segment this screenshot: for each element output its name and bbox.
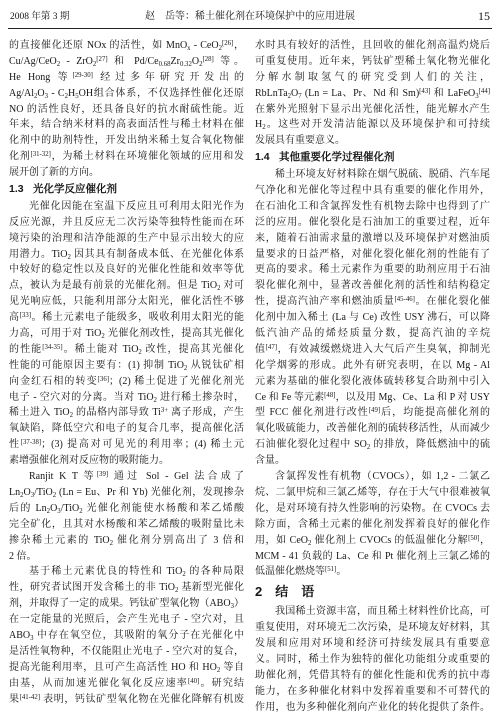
text-run: ，以及用 Mg、Ce、La 和 P 对 USY [335,391,490,403]
citation-marker: [39] [96,470,109,478]
subscript: 7 [298,92,302,100]
text-line [9,405,244,421]
citation-marker: [28] [202,55,214,63]
text-line [255,652,490,668]
subscript: 3 [30,491,35,499]
text-line [9,628,244,644]
text-run: 光催化因能在室温下反应且可利用太阳光作为 [29,200,244,212]
running-header [10,9,490,25]
text-run: - C [48,87,65,99]
paragraph [9,38,244,181]
text-run: 和 Pd/Ce [107,55,159,67]
text-run: 性能的可能原因主要有：(1) 抑制 TiO [9,359,184,371]
journal-issue: 2008 年第 3 期 [10,12,70,22]
text-run: O [191,55,200,67]
subscript: 2 [79,507,83,515]
subscript: 2 [199,60,203,68]
text-line [9,612,244,628]
subscript: 2 [109,539,113,547]
text-run: - ZrO [60,55,93,67]
text-line [255,501,490,517]
text-line [9,469,244,485]
text-run: 见光响应低，只能利用部分太阳光，催化活性不够 [9,296,244,308]
text-run: 低温催化燃烧等 [255,566,325,578]
text-line [255,390,490,406]
subscript: 3 [44,92,49,100]
text-line [255,278,490,294]
section-number: 1.4 [255,151,270,164]
subscript: 2 [366,444,371,452]
text-run: 催化剂分别高出了 3 倍和 [113,534,244,546]
text-run: Ce 和 Fe 等元素 [255,391,325,403]
text-run: 来，随着石油需求量的激增以及环境保护对燃油质 [255,232,490,244]
text-run: Zr [170,55,180,67]
text-run: 泛的应用。催化裂化是石油加工的重要过程，近年 [255,216,490,228]
text-run: 基于稀土元素优良的特性和 TiO [29,566,183,578]
text-run: Cu/Ag/CeO [9,55,57,67]
text-run: ABO [9,629,31,641]
section-title: 光化学反应催化剂 [33,183,118,196]
text-run: 年来，结合纳米材料的高表面活性与稀土材料在催 [9,119,244,131]
text-run: 的性能 [9,343,43,355]
text-run: 后的 Ln [9,502,47,514]
paragraph [255,604,490,715]
citation-marker: [45-46] [394,296,415,303]
right-column [255,38,490,716]
text-line [9,70,244,86]
text-run: 含量。 [255,455,285,467]
paragraph [9,199,244,469]
text-run: 在一定能量的光照后，会产生光电子 - 空穴对，且 [9,614,244,626]
subscript: 2 [308,539,312,547]
text-run: 光催化剂改性，提高其光催化 [104,328,244,340]
text-line [9,421,244,437]
citation-marker: [34-35] [42,343,63,351]
text-run: 化剂中加入稀土 (La 与 Ce) 改性 USY 沸石，可以降 [255,312,490,324]
text-run: ；(3) 提高对可见光的利用率；(4) 稀土元 [41,439,244,451]
text-line [255,38,490,54]
text-line [9,374,244,390]
text-run: 水时具有较好的活性，且回收的催化剂高温灼烧后 [255,40,490,51]
text-line [255,199,490,215]
text-run: 作用，也为多种催化剂向产业化的转化提供了条件。 [255,701,490,713]
text-run: 改性，提高其光催化 [141,343,244,355]
text-run: H [68,87,76,99]
text-run: 电子 - 空穴对的分离。当对 TiO [9,391,154,403]
text-run: 性，提高汽油产率和燃油质量 [255,296,395,308]
text-line [255,374,490,390]
text-run: ， [479,534,490,546]
text-line [9,580,244,596]
text-line [9,117,244,133]
superscript: 3+ [160,407,169,415]
text-run: 用潜力。TiO [9,248,68,260]
running-title: 赵 岳等：稀土催化剂在环境保护中的应用进展 [145,11,355,22]
citation-marker: [37-38] [20,439,42,447]
text-line [255,247,490,263]
text-line [9,310,244,326]
text-run: 含氯挥发性有机物（CVOCs），如 1,2 - 二氯乙 [275,471,490,483]
text-run: Ln [9,486,21,498]
text-run: (Ln = Eu、Pr 和 Yb) 光催化剂，发现掺杂 [56,486,244,498]
text-line [9,247,244,263]
subscript: 2 [262,124,266,132]
subscript: 5 [75,92,79,100]
page-number: 15 [478,9,490,23]
text-line [255,358,490,374]
text-line [9,501,244,517]
text-line [255,469,490,485]
text-run: 素增强催化剂对反应物的吸附能力。 [9,455,169,467]
text-run: 稀土环境友好材料除在烟气脱硫、脱硝、汽车尾 [275,169,490,181]
text-line [255,533,490,549]
text-run: 稀土进入 TiO [9,407,70,419]
subscript: 2 [69,412,74,420]
text-run: 用，如 CeO [255,534,308,546]
subscript: 0.68 [158,60,171,68]
text-run: 对可 [220,280,244,292]
text-line [9,231,244,247]
subscript: 2 [216,666,221,674]
text-run: 气净化和光催化等过程中具有重要的催化作用外， [255,185,490,197]
paragraph [9,564,244,707]
text-run: ，有效减缓燃烧进入大气后产生臭氧，抑制光 [276,343,490,355]
text-run: ， [233,40,244,51]
text-line [255,564,490,580]
text-line [255,294,490,310]
subscript: 2 [64,92,69,100]
text-line [255,700,490,716]
text-run: 2 倍。 [9,550,37,562]
text-run: 掺杂稀土元素的 TiO [9,534,110,546]
text-line [255,310,490,326]
text-run: O [50,502,58,514]
subscript: 2 [183,364,188,372]
text-run: ；(2) 稀土促进了光催化剂光 [109,375,244,387]
text-run: He Hong 等 [9,71,73,83]
subscript: 3 [30,634,34,642]
text-run: 在石油化工和含氯挥发性有机物去除中也得到了广 [255,200,490,212]
citation-marker: [49] [368,407,381,415]
subscript: 2 [153,396,157,404]
text-run: 是活性氧物种，不仅能阻止光电子 - 空穴对的复合， [9,645,244,657]
subscript: 2 [20,491,24,499]
text-run: 的各种局限 [185,566,244,578]
text-run: 化学烟雾的形成。此外有研究表明，在以 Mg - Al [255,359,490,371]
paragraph [255,38,490,149]
text-line [255,54,490,70]
text-run: 值 [255,343,266,355]
subscript: 2 [175,587,179,595]
subscript: 2 [182,571,186,579]
text-run: 裂化催化剂中，显著改善催化剂的活性和结构稳定 [255,280,490,292]
subscript: 3 [57,507,61,515]
citation-marker: [31-32] [30,150,51,158]
text-run: 低汽油产品的烯烃质量分数，提高汽油的辛烷 [255,328,490,340]
citation-marker: [51] [325,566,337,574]
citation-marker: [33] [19,311,31,319]
paragraph [255,469,490,580]
text-run: 完全矿化，且其对水杨酸和苯乙烯酸的吸附量比未 [9,518,244,530]
left-column [9,38,244,707]
text-line [255,405,490,421]
text-run: O [23,486,31,498]
text-line [255,342,490,358]
text-run: 在紫外光照射下显示出光催化活性，能光解水产生 [255,103,490,115]
citation-marker: [29-30] [72,71,93,79]
section-heading [9,182,244,198]
subscript: x [187,44,191,52]
text-line [9,485,244,501]
section-title: 其他重要化学过程催化剂 [279,151,395,164]
subscript: 2 [92,60,97,68]
text-run: 发展和应用对环境和经济可持续发展具有重要意 [255,638,490,650]
text-line [9,453,244,469]
text-run: 通过 Sol - Gel 法合成了 [108,471,244,483]
text-run: 的排放，降低燃油中的硫 [370,439,490,451]
subscript: 2 [34,92,38,100]
text-run: MCM - 41 负载的 La、Ce 和 Pt 催化剂上三氯乙烯的 [255,550,490,562]
subscript: 2 [287,92,292,100]
text-line [255,485,490,501]
citation-marker: [41-42] [19,693,40,701]
text-run: 剂，并取得了一定的成果。钙钛矿型氧化物（ABO [9,598,231,610]
text-line [9,676,244,692]
text-line [9,517,244,533]
text-run: 能力，在多种催化材料中发挥着重要和不可替代的 [255,685,490,697]
text-run: 中存在氧空位，其吸附的氧分子在光催化中 [33,629,244,641]
text-run: 除方面，含稀土元素的催化剂发挥着良好的催化作 [255,518,490,530]
text-run: 从锐钛矿相 [187,359,244,371]
text-run: 果 [9,693,20,705]
text-run: 型 FCC 催化剂进行改性 [255,407,369,419]
text-run: 高 [9,312,20,324]
text-run: 助催化剂，凭借其特有的催化性能和优秀的抗中毒 [255,669,490,681]
text-run: 境污染的治理和洁净能源的生产中显示出较大的应 [9,232,244,244]
text-run: ，为稀土材料在环境催化领域的应用和发 [50,151,244,163]
text-run: 中较好的稳定性以及良好的光催化性能和效率等优 [9,264,244,276]
text-run: OH组合体系，不仅选择性催化还原 [78,87,244,99]
text-run: 重复使用，对环境无二次污染，是环境友好材料，其 [255,622,490,634]
section-heading [255,580,490,604]
text-run: RbLnTa [255,87,288,99]
text-line [255,604,490,620]
text-run: 。这些对开发清洁能源以及环境保护和可持续 [265,119,490,131]
text-line [255,684,490,700]
text-run: O [291,87,299,99]
text-run: 的直接催化还原 NOx 的活性，如 MnO [9,40,188,51]
text-run: 氧化吸硫能力，改善催化剂的硫转移活性，从而减少 [255,423,490,435]
subscript: 2 [138,348,142,356]
text-line [255,517,490,533]
text-line [9,215,244,231]
text-run: 性，研究者试图开发含稀土的非 TiO [9,582,175,594]
text-line [9,342,244,358]
text-run: 化剂 [9,151,31,163]
text-run: 反应光源，并且反应无二次污染等独特性能而在环 [9,216,244,228]
text-run: 催化剂上 CVOCs 的低温催化分解 [311,534,469,546]
text-run: 可重复使用。近年来，钙钛矿型稀土氧化物光催化 [255,55,490,67]
text-line [9,437,244,453]
text-run: 的晶格内部导致 Ti [73,407,161,419]
text-line [255,167,490,183]
text-run: 因其具有制备成本低、在光催化体系 [70,248,244,260]
citation-marker: [47] [265,343,277,351]
text-run: H [255,119,263,131]
text-run: /TiO [34,486,53,498]
text-line [255,86,490,102]
text-line [9,199,244,215]
text-line [255,437,490,453]
citation-marker: [48] [324,391,336,399]
text-run: 发展具有重要意义。 [255,135,345,147]
text-line [255,262,490,278]
text-line [255,183,490,199]
text-run: 。稀土能对 TiO [62,343,139,355]
text-run: 义。同时，稀土作为独特的催化功能组分或重要的 [255,653,490,665]
text-line [9,660,244,676]
text-run: 分解水制取氢气的研究受到人们的关注， [255,71,490,83]
text-line [9,644,244,660]
subscript: 2 [67,253,71,261]
text-line [9,149,244,165]
text-run: 后，均能提高催化剂的 [380,407,490,419]
text-run: Ranjit K T 等 [29,471,97,483]
citation-marker: [43] [419,87,431,95]
text-run: 。稀土元素电子能级多，吸收利用太阳光的能 [30,312,244,324]
text-run: 提高光能利用率，且可产生高活性 HO 和 HO [9,661,217,673]
section-number: 1.3 [9,183,24,196]
text-run: 氧缺陷，降低空穴和电子的复合几率，提高催化活 [9,423,244,435]
text-run: 进行稀土掺杂时， [156,391,244,403]
subscript: 2 [56,60,61,68]
text-line [9,358,244,374]
text-run: 由基，从而加速光催化氧化反应速率 [9,677,188,689]
subscript: 2 [52,491,57,499]
text-run: 。 [336,566,347,578]
subscript: 2 [217,285,221,293]
text-line [255,421,490,437]
text-run: 经过多年研究开发出的 [92,71,244,83]
text-line [255,102,490,118]
text-run: 向金红石相的转变 [9,375,98,387]
text-run: 光催化剂能使水杨酸和苯乙烯酸 [82,502,244,514]
subscript: 3 [475,92,479,100]
text-run: /TiO [60,502,80,514]
text-run: NO 的活性良好，还具备良好的抗水耐硫性能。近 [9,103,244,115]
text-run: 表明，钙钛矿型氧化物在光催化降解有机废 [40,693,244,705]
text-run: 基新型光催化 [178,582,244,594]
text-line [255,326,490,342]
text-line [255,231,490,247]
citation-marker: [50] [468,534,480,542]
citation-marker: [36] [97,375,109,383]
text-run: 化剂中的助剂特性，开发出纳米稀土复合氧化物催 [9,135,244,147]
text-run: 更高的要求。稀土元素作为重要的助剂应用于石油 [255,264,490,276]
text-run: 等。 [213,55,244,67]
text-run: O [37,87,45,99]
text-run: 我国稀土资源丰富，而且稀土材料性价比高，可 [275,606,490,618]
text-line [9,38,244,54]
text-line [255,636,490,652]
text-run: 等自 [220,661,244,673]
text-line [9,262,244,278]
text-run: 性 [9,439,21,451]
text-run: 。在催化裂化催 [414,296,490,308]
text-line [255,549,490,565]
text-run: ） [233,598,244,610]
text-line [9,596,244,612]
text-run: 和 LaFeO [430,87,476,99]
subscript: 2 [46,507,51,515]
text-run: (Ln = La、Pr、Nd 和 Sm) [301,87,420,99]
text-line [255,668,490,684]
text-line [9,294,244,310]
paragraph [9,469,244,564]
text-run: - CeO [190,40,219,51]
paragraph [255,167,490,469]
text-line [9,533,244,549]
text-run: 离子形成，产生 [168,407,244,419]
text-line [9,549,244,565]
text-line [9,102,244,118]
section-title: 结 语 [275,584,315,600]
text-line [255,620,490,636]
text-run: 石油催化裂化过程中 SO [255,439,367,451]
subscript: 0.32 [179,60,192,68]
text-run: Ag/Al [9,87,34,99]
text-run: 量要求的日益严格，对催化裂化催化剂的性能有了 [255,248,490,260]
text-line [9,54,244,70]
text-line [255,70,490,86]
subscript: 3 [230,603,234,611]
text-line [9,133,244,149]
header-rule [8,28,492,29]
citation-marker: [27] [96,55,108,63]
text-line [255,453,490,469]
text-line [9,390,244,406]
section-number: 2 [255,584,263,600]
text-run: 化，是对环境有持久性影响的污染物。在 CVOCs 去 [255,502,490,514]
subscript: 2 [101,332,105,340]
citation-marker: [40] [187,677,200,685]
text-line [9,326,244,342]
text-line [9,165,244,181]
section-heading [255,150,490,166]
citation-marker: [44] [478,87,490,95]
text-run: 。研究结 [199,677,244,689]
text-line [9,278,244,294]
citation-marker: [26] [222,39,234,47]
text-run: 元素为基础的催化裂化液体硫转移复合助剂中引入 [255,375,490,387]
text-line [9,86,244,102]
subscript: 2 [218,44,222,52]
text-line [255,215,490,231]
text-line [9,564,244,580]
text-line [9,692,244,708]
text-run: 展开创了新的方向。 [9,167,99,179]
text-run: 力高，可用于对 TiO [9,328,102,340]
text-run: 烷、二氯甲烷和三氯乙烯等，存在于大气中很难被氧 [255,486,490,498]
text-line [255,117,490,133]
text-line [255,133,490,149]
text-run: 点，被认为是最有前景的光催化剂。但是 TiO [9,280,218,292]
